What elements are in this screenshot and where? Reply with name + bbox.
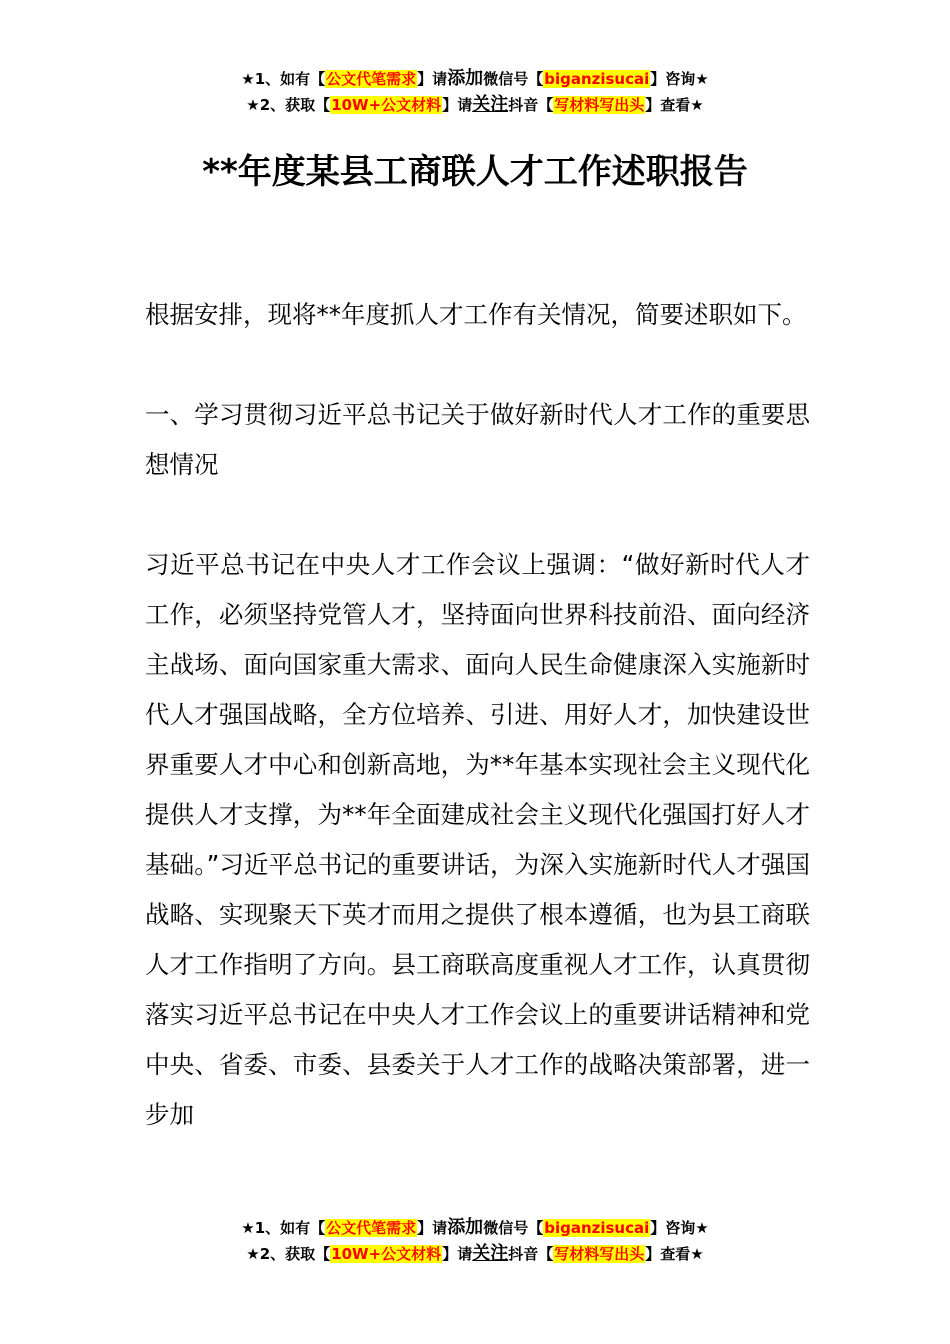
banner-line-1 (0, 66, 950, 92)
banner-line-2 (0, 1241, 950, 1267)
banner-text: 】咨询★ (650, 1219, 709, 1237)
banner-text: 】咨询★ (650, 70, 709, 88)
banner-highlight: biganzisucai (544, 70, 650, 88)
banner-text: ★1、如有【 (241, 1219, 326, 1237)
banner-highlight: 写材料写出头 (554, 1245, 645, 1263)
banner-line-2 (0, 92, 950, 118)
banner-highlight: biganzisucai (544, 1219, 650, 1237)
header-banner (0, 66, 950, 118)
banner-highlight: 10W+公文材料 (331, 1245, 442, 1263)
banner-text: 微信号【 (483, 1219, 544, 1237)
banner-text: ★2、获取【 (246, 1245, 331, 1263)
footer-banner (0, 1215, 950, 1267)
banner-emphasis: 关注 (472, 1243, 509, 1264)
section-heading: 一、学习贯彻习近平总书记关于做好新时代人才工作的重要思想情况 (145, 400, 810, 479)
banner-highlight: 公文代笔需求 (326, 70, 417, 88)
document-body (145, 290, 810, 1140)
document-title: **年度某县工商联人才工作述职报告 (202, 152, 748, 192)
banner-text: 抖音【 (508, 96, 554, 114)
banner-text: 抖音【 (508, 1245, 554, 1263)
banner-text: 】请 (442, 1245, 473, 1263)
banner-text: 】查看★ (645, 96, 704, 114)
banner-text: ★2、获取【 (246, 96, 331, 114)
paragraph-intro: 根据安排，现将**年度抓人才工作有关情况，简要述职如下。 (145, 300, 807, 329)
banner-emphasis: 关注 (472, 94, 509, 115)
banner-line-1 (0, 1215, 950, 1241)
banner-highlight: 写材料写出头 (554, 96, 645, 114)
banner-emphasis: 添加 (447, 1217, 484, 1238)
banner-text: 】请 (442, 96, 473, 114)
banner-text: 】请 (417, 70, 448, 88)
banner-emphasis: 添加 (447, 68, 484, 89)
paragraph-body: 习近平总书记在中央人才工作会议上强调：“做好新时代人才工作，必须坚持党管人才，坚持面向世界科技前沿、面向经济主战场、面向国家重大需求、面向人民生命健康深入实施新时代人才强国战略，全方位培养、引进、用好人才，加快建设世界重要人才中心和创新高地，为**年基本实现社会主义现代化提供人才支撑，为**年全面建成社会主义现代化强国打好人才基础。”习近平总书记的重要讲话，为深入实施新时代人才强国战略、实现聚天下英才而用之提供了根本遵循，也为县工商联人才工作指明了方向。县工商联高度重视人才工作，认真贯彻落实习近平总书记在中央人才工作会议上的重要讲话精神和党中央、省委、市委、县委关于人才工作的战略决策部署，进一步加 (145, 550, 810, 1129)
banner-text: 】请 (417, 1219, 448, 1237)
banner-text: 】查看★ (645, 1245, 704, 1263)
banner-text: 微信号【 (483, 70, 544, 88)
banner-highlight: 10W+公文材料 (331, 96, 442, 114)
banner-text: ★1、如有【 (241, 70, 326, 88)
banner-highlight: 公文代笔需求 (326, 1219, 417, 1237)
